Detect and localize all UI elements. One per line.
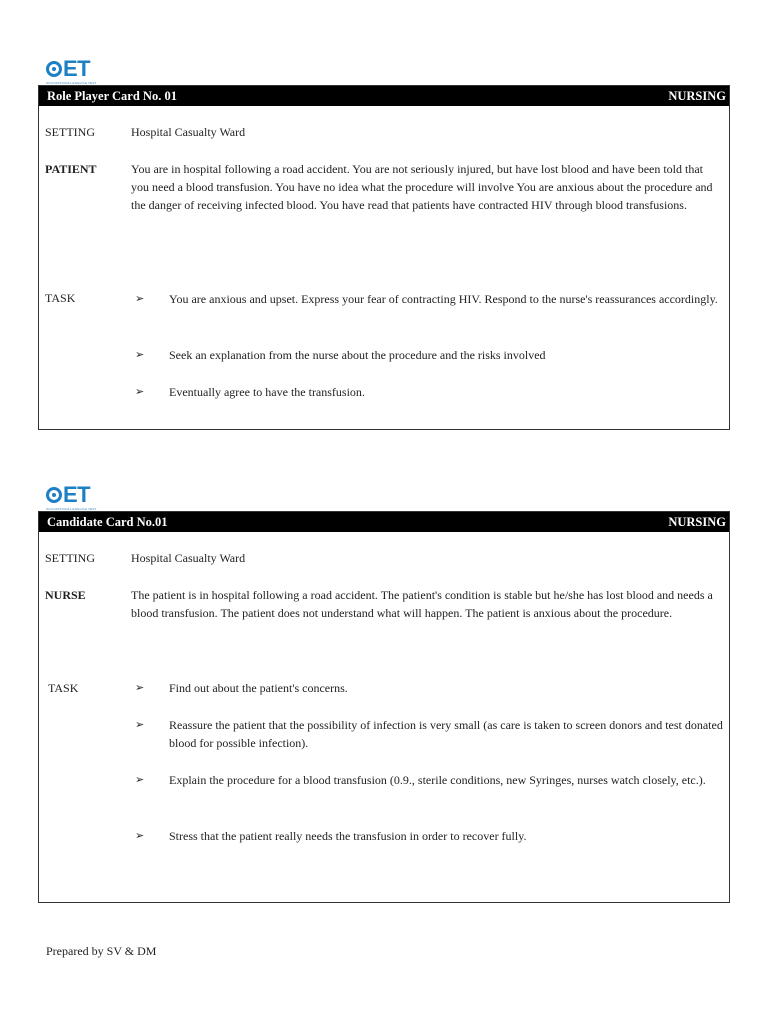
arrow-bullet-icon: ➢ — [135, 682, 145, 694]
arrow-bullet-icon: ➢ — [135, 719, 145, 731]
card-category: NURSING — [668, 514, 726, 529]
arrow-bullet-icon: ➢ — [135, 774, 145, 786]
arrow-bullet-icon: ➢ — [135, 349, 145, 361]
card-category: NURSING — [668, 88, 726, 103]
setting-label: SETTING — [45, 125, 95, 139]
nurse-label: NURSE — [45, 588, 86, 602]
card-title: Candidate Card No.01 — [47, 514, 168, 529]
candidate-card: Candidate Card No.01 NURSING SETTING Hospital Casualty Ward NURSE The patient is in hospital following a road accident. The patient's condition is stable but he/she has lost blood and needs a blood transfusion. The patient does not understand what will happen. The patient is anxious about the procedure. TASK ➢ Find out about the patient's concerns. ➢ Reassure the patient that the possibility of infection is very small (as care is taken to screen donors and test donated blood for possible infection). ➢ Explain the procedure for a blood transfusion (0.9., sterile conditions, new Syringes, nurses watch closely, etc.). ➢ Stress that the patient really needs the transfusion in order to recover fully. — [38, 511, 730, 903]
setting-value: Hospital Casualty Ward — [131, 125, 246, 139]
footer-credit: Prepared by SV & DM — [46, 944, 157, 958]
oet-logo: ET OCCUPATIONAL ENGLISH TEST — [46, 482, 97, 511]
oet-logo-tagline: OCCUPATIONAL ENGLISH TEST — [46, 81, 97, 85]
card-header — [39, 512, 729, 532]
arrow-bullet-icon: ➢ — [135, 386, 145, 398]
oet-logo-tagline: OCCUPATIONAL ENGLISH TEST — [46, 507, 97, 511]
task-label: TASK — [48, 681, 79, 695]
setting-value: Hospital Casualty Ward — [131, 551, 246, 565]
patient-text: You are in hospital following a road accident. You are not seriously injured, but have lost blood and have been told that you need a blood transfusion. You have no idea what the procedure will involve You are anxious about the procedure and the danger of receiving infected blood. You have read that patients have contracted HIV through blood transfusions. — [131, 162, 713, 212]
setting-label: SETTING — [45, 551, 95, 565]
patient-label: PATIENT — [45, 162, 97, 176]
card-title: Role Player Card No. 01 — [47, 88, 177, 103]
nurse-text: The patient is in hospital following a road accident. The patient's condition is stable but he/she has lost blood and needs a blood transfusion. The patient does not understand what will happen. The patient is anxious about the procedure. — [131, 588, 713, 620]
oet-logo-o-icon — [46, 487, 62, 503]
oet-logo-o-icon — [46, 61, 62, 77]
card-header — [39, 86, 729, 106]
task-label: TASK — [45, 291, 76, 305]
role-player-card: Role Player Card No. 01 NURSING SETTING Hospital Casualty Ward PATIENT You are in hospital following a road accident. You are not seriously injured, but have lost blood and have been told that you need a blood transfusion. You have no idea what the procedure will involve You are anxious about the procedure and the danger of receiving infected blood. You have read that patients have contracted HIV through blood transfusions. TASK ➢ You are anxious and upset. Express your fear of contracting HIV. Respond to the nurse's reassurances accordingly. ➢ Seek an explanation from the nurse about the procedure and the risks involved ➢ Eventually agree to have the transfusion. — [38, 85, 730, 430]
oet-logo: ET OCCUPATIONAL ENGLISH TEST — [46, 56, 97, 85]
arrow-bullet-icon: ➢ — [135, 830, 145, 842]
arrow-bullet-icon: ➢ — [135, 293, 145, 305]
